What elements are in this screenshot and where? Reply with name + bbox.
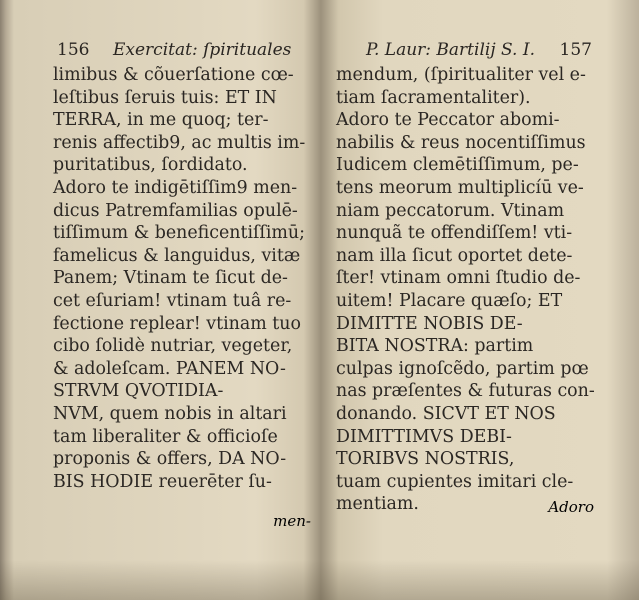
text-line: nunquã te offendiſſem! vti-: [336, 223, 573, 244]
left-page: [53, 34, 315, 530]
text-line: Iudicem clemētiſſimum, pe-: [336, 155, 579, 176]
text-line: mendum, (ſpiritualiter vel e-: [336, 65, 586, 85]
page-text: [53, 64, 315, 493]
catchword: Adoro: [548, 498, 594, 516]
left-page-header: [53, 34, 315, 64]
page-number: 157: [559, 40, 592, 60]
right-page-header: [336, 34, 598, 64]
text-line: & adoleſcam. PANEM NO-: [53, 358, 286, 379]
text-line: nam illa ſicut oportet dete-: [336, 245, 573, 266]
text-line: niam peccatorum. Vtinam: [336, 200, 565, 221]
text-line: BITA NOSTRA: partim: [336, 336, 534, 357]
text-line: tuam cupientes imitari cle-: [336, 471, 574, 492]
text-line: famelicus & languidus, vitæ: [53, 245, 301, 266]
text-line: nabilis & reus nocentiſſimus: [336, 132, 586, 153]
text-line: mentiam.: [336, 494, 419, 515]
text-line: NVM, quem nobis in altari: [53, 403, 287, 424]
text-line: Adoro te indigētiſſim9 men-: [53, 177, 298, 198]
right-page: [336, 34, 598, 516]
page-number: 156: [57, 40, 90, 60]
text-line: STRVM QVOTIDIA-: [53, 381, 224, 402]
text-line: tens meorum multiplicíū ve-: [336, 177, 584, 198]
running-head: Exercitat: ſpirituales: [113, 40, 292, 60]
text-line: proponis & offers, DA NO-: [53, 449, 287, 470]
text-line: DIMITTIMVS DEBI-: [336, 426, 512, 447]
text-line: dicus Patremfamilias opulē-: [53, 200, 298, 221]
text-line: fectione replear! vtinam tuo: [53, 313, 301, 334]
text-line: tiſſimum & beneficentiſſimū;: [53, 223, 305, 244]
text-line: donando. SICVT ET NOS: [336, 403, 556, 424]
text-line: cet eſuriam! vtinam tuâ re-: [53, 290, 292, 311]
text-line: tam liberaliter & officioſe: [53, 426, 278, 447]
text-line: ſter! vtinam omni ſtudio de-: [336, 268, 581, 289]
text-line: Panem; Vtinam te ſicut de-: [53, 268, 288, 289]
text-line: tiam ſacramentaliter).: [336, 87, 531, 108]
text-line: DIMITTE NOBIS DE-: [336, 313, 523, 334]
text-line: BIS HODIE reuerēter ſu-: [53, 471, 272, 492]
text-line: uitem! Placare quæſo; ET: [336, 290, 563, 311]
text-line: nas præſentes & futuras con-: [336, 381, 595, 402]
text-line: puritatibus, ſordidato.: [53, 155, 248, 176]
text-line: leſtibus ſeruis tuis: ET IN: [53, 87, 277, 108]
page-text: [336, 64, 598, 516]
text-line: renis affectib9, ac multis im-: [53, 132, 306, 153]
text-line: TERRA, in me quoq; ter-: [53, 110, 269, 131]
running-head: P. Laur: Bartilij S. I.: [366, 40, 535, 60]
text-line: cibo ſolidè nutriar, vegeter,: [53, 336, 293, 357]
text-line: TORIBVS NOSTRIS,: [336, 449, 515, 470]
text-line: culpas ignoſcẽdo, partim pœ: [336, 358, 589, 379]
text-line: Adoro te Peccator abomi-: [336, 110, 560, 131]
catchword: men-: [273, 512, 311, 530]
text-line: limibus & cõuerſatione cœ-: [53, 65, 294, 85]
